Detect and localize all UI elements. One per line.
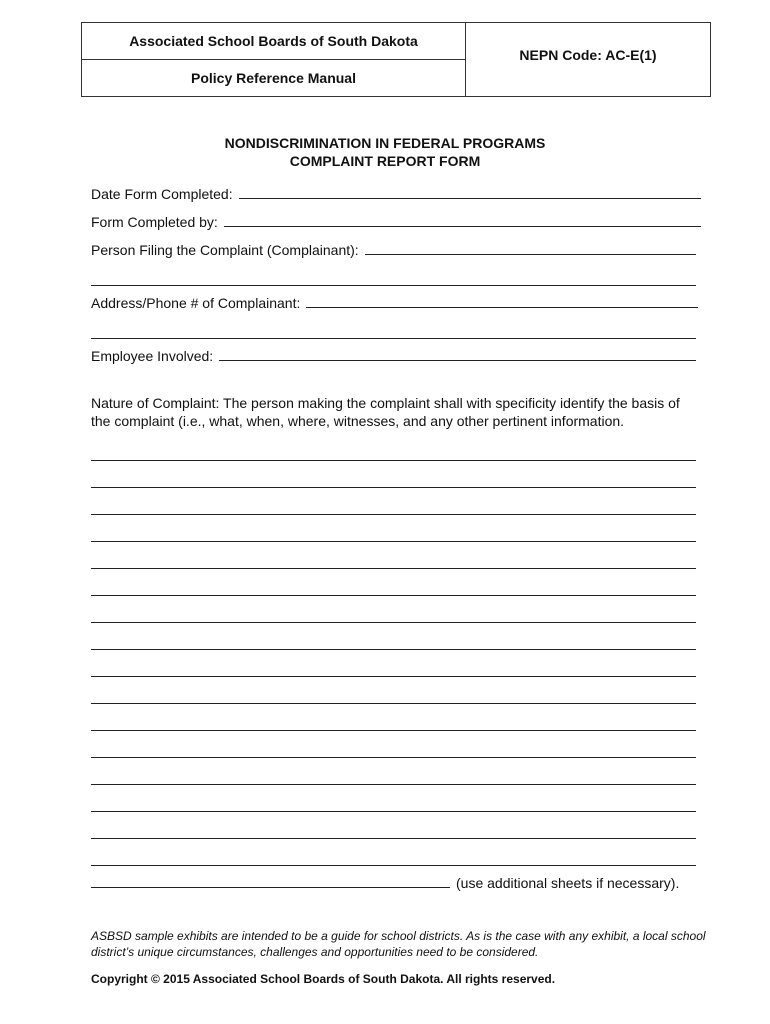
form-title [0, 134, 770, 170]
organization-name: Associated School Boards of South Dakota [82, 23, 465, 60]
complaint-line[interactable] [91, 595, 696, 596]
complaint-line[interactable] [91, 622, 696, 623]
complaint-line-last[interactable] [91, 887, 450, 888]
address-phone-field[interactable] [91, 295, 698, 311]
complaint-line[interactable] [91, 811, 696, 812]
complaint-line[interactable] [91, 838, 696, 839]
nature-of-complaint: Nature of Complaint: The person making the complaint shall with specificity identify the basis of the complaint (i.e., what, when, where, witnesses, and any other pertinent information. [91, 395, 680, 429]
additional-sheets-note: (use additional sheets if necessary). [456, 875, 680, 891]
completed-by-field[interactable] [91, 214, 701, 230]
disclaimer-text: ASBSD sample exhibits are intended to be a guide for school districts. As is the case with any exhibit, a local school district’s unique circumstances, challenges and opportunities need to be considered. [91, 929, 706, 959]
date-completed-line[interactable] [239, 197, 702, 199]
employee-label: Employee Involved: [91, 348, 218, 364]
complaint-line[interactable] [91, 460, 696, 461]
completed-by-label: Form Completed by: [91, 214, 222, 230]
address-phone-label: Address/Phone # of Complainant: [91, 295, 305, 311]
header-table [81, 22, 711, 97]
employee-line[interactable] [219, 359, 696, 361]
nepn-code: NEPN Code: AC-E(1) [519, 46, 657, 63]
complainant-field[interactable] [91, 242, 696, 258]
complainant-label: Person Filing the Complaint (Complainant): [91, 242, 363, 258]
address-phone-line-2[interactable] [91, 338, 696, 339]
complaint-line[interactable] [91, 649, 696, 650]
complaint-line[interactable] [91, 757, 696, 758]
complaint-line[interactable] [91, 784, 696, 785]
header-left [82, 23, 466, 96]
complainant-line-2[interactable] [91, 285, 696, 286]
employee-field[interactable] [91, 348, 696, 364]
complaint-line[interactable] [91, 487, 696, 488]
complaint-line[interactable] [91, 676, 696, 677]
completed-by-line[interactable] [224, 225, 701, 227]
form-title-line1: NONDISCRIMINATION IN FEDERAL PROGRAMS [224, 135, 546, 151]
address-phone-line[interactable] [306, 306, 698, 308]
form-title-line2: COMPLAINT REPORT FORM [289, 153, 481, 169]
complaint-line[interactable] [91, 865, 696, 866]
complaint-line[interactable] [91, 730, 696, 731]
date-completed-field[interactable] [91, 186, 701, 202]
manual-name: Policy Reference Manual [191, 70, 356, 86]
complainant-line[interactable] [365, 253, 696, 255]
date-completed-label: Date Form Completed: [91, 186, 237, 202]
complaint-line[interactable] [91, 514, 696, 515]
complaint-line[interactable] [91, 541, 696, 542]
complaint-line[interactable] [91, 703, 696, 704]
complaint-line[interactable] [91, 568, 696, 569]
copyright-text: Copyright © 2015 Associated School Boards of South Dakota. All rights reserved. [91, 972, 556, 986]
additional-sheets-row[interactable] [91, 875, 701, 891]
